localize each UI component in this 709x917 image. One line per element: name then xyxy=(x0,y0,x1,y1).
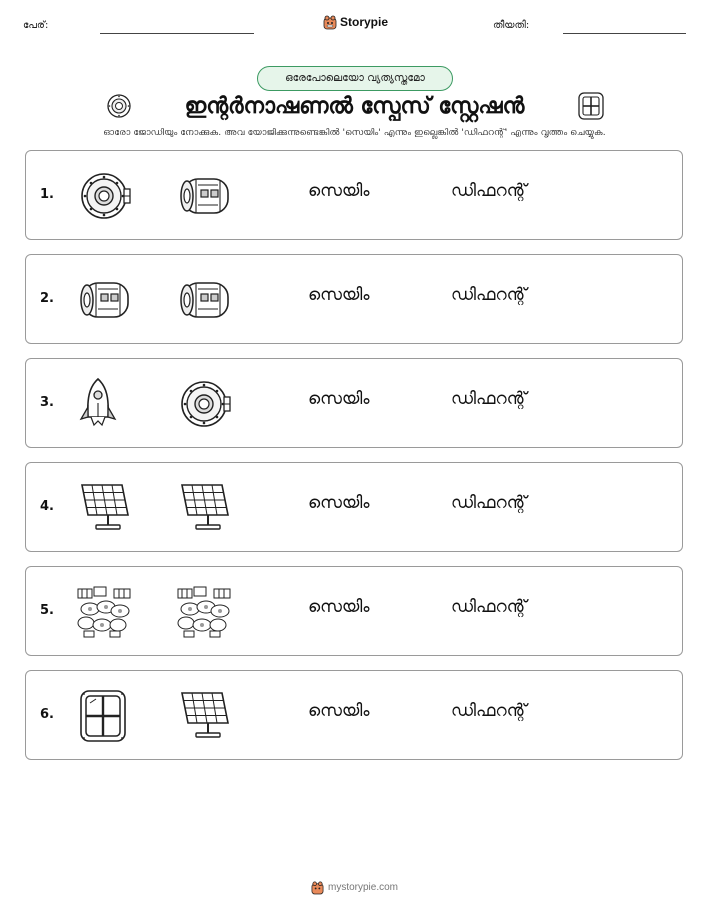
name-line[interactable] xyxy=(100,33,254,34)
footer-url[interactable]: mystorypie.com xyxy=(327,882,398,893)
storypie-mascot-icon xyxy=(323,14,337,30)
solar-panel-icon xyxy=(76,481,134,535)
date-label: തീയതി: xyxy=(493,20,530,31)
same-option[interactable]: സെയിം xyxy=(308,389,370,409)
hatch-icon xyxy=(76,169,134,223)
same-option[interactable]: സെയിം xyxy=(308,285,370,305)
station-icon xyxy=(176,585,234,639)
different-option[interactable]: ഡിഫറന്റ് xyxy=(451,493,527,513)
solar-panel-icon xyxy=(176,481,234,535)
hatch-icon xyxy=(176,377,234,431)
question-row xyxy=(25,670,683,760)
different-option[interactable]: ഡിഫറന്റ് xyxy=(451,597,527,617)
rocket-icon xyxy=(76,377,134,431)
module-icon xyxy=(176,273,234,327)
same-option[interactable]: സെയിം xyxy=(308,701,370,721)
question-number: 6. xyxy=(40,707,54,722)
space-station-window-icon xyxy=(577,92,605,120)
solar-panel-icon xyxy=(176,689,234,743)
same-option[interactable]: സെയിം xyxy=(308,493,370,513)
instructions: ഓരോ ജോഡിയും നോക്കുക. അവ യോജിക്കുന്നുണ്ടെങ്കിൽ 'സെയിം' എന്നും ഇല്ലെങ്കിൽ 'ഡിഫറന്റ്' എന്നും വൃത്തം ചെയ്യുക. xyxy=(103,127,606,138)
storypie-mascot-icon xyxy=(311,880,324,895)
question-number: 1. xyxy=(40,187,54,202)
window-icon xyxy=(76,689,134,743)
same-option[interactable]: സെയിം xyxy=(308,181,370,201)
date-line[interactable] xyxy=(563,33,686,34)
question-number: 5. xyxy=(40,603,54,618)
question-number: 2. xyxy=(40,291,54,306)
different-option[interactable]: ഡിഫറന്റ് xyxy=(451,181,527,201)
worksheet-type-tag: ഒരേപോലെയോ വ്യത്യസ്തമോ xyxy=(257,66,453,91)
question-row xyxy=(25,254,683,344)
brand-name: Storypie xyxy=(340,15,389,29)
page-title: ഇന്റർനാഷണൽ സ്പേസ് സ്റ്റേഷൻ xyxy=(184,94,525,119)
question-row xyxy=(25,358,683,448)
question-row xyxy=(25,150,683,240)
worksheet-header xyxy=(0,12,709,42)
question-number: 3. xyxy=(40,395,54,410)
title-row xyxy=(0,92,709,122)
different-option[interactable]: ഡിഫറന്റ് xyxy=(451,389,527,409)
space-station-hatch-icon xyxy=(106,93,132,119)
module-icon xyxy=(76,273,134,327)
brand-logo xyxy=(323,14,388,30)
same-option[interactable]: സെയിം xyxy=(308,597,370,617)
question-row xyxy=(25,566,683,656)
name-label: പേര്: xyxy=(23,20,49,31)
different-option[interactable]: ഡിഫറന്റ് xyxy=(451,701,527,721)
different-option[interactable]: ഡിഫറന്റ് xyxy=(451,285,527,305)
question-number: 4. xyxy=(40,499,54,514)
question-row xyxy=(25,462,683,552)
station-icon xyxy=(76,585,134,639)
module-icon xyxy=(176,169,234,223)
footer xyxy=(0,880,709,895)
